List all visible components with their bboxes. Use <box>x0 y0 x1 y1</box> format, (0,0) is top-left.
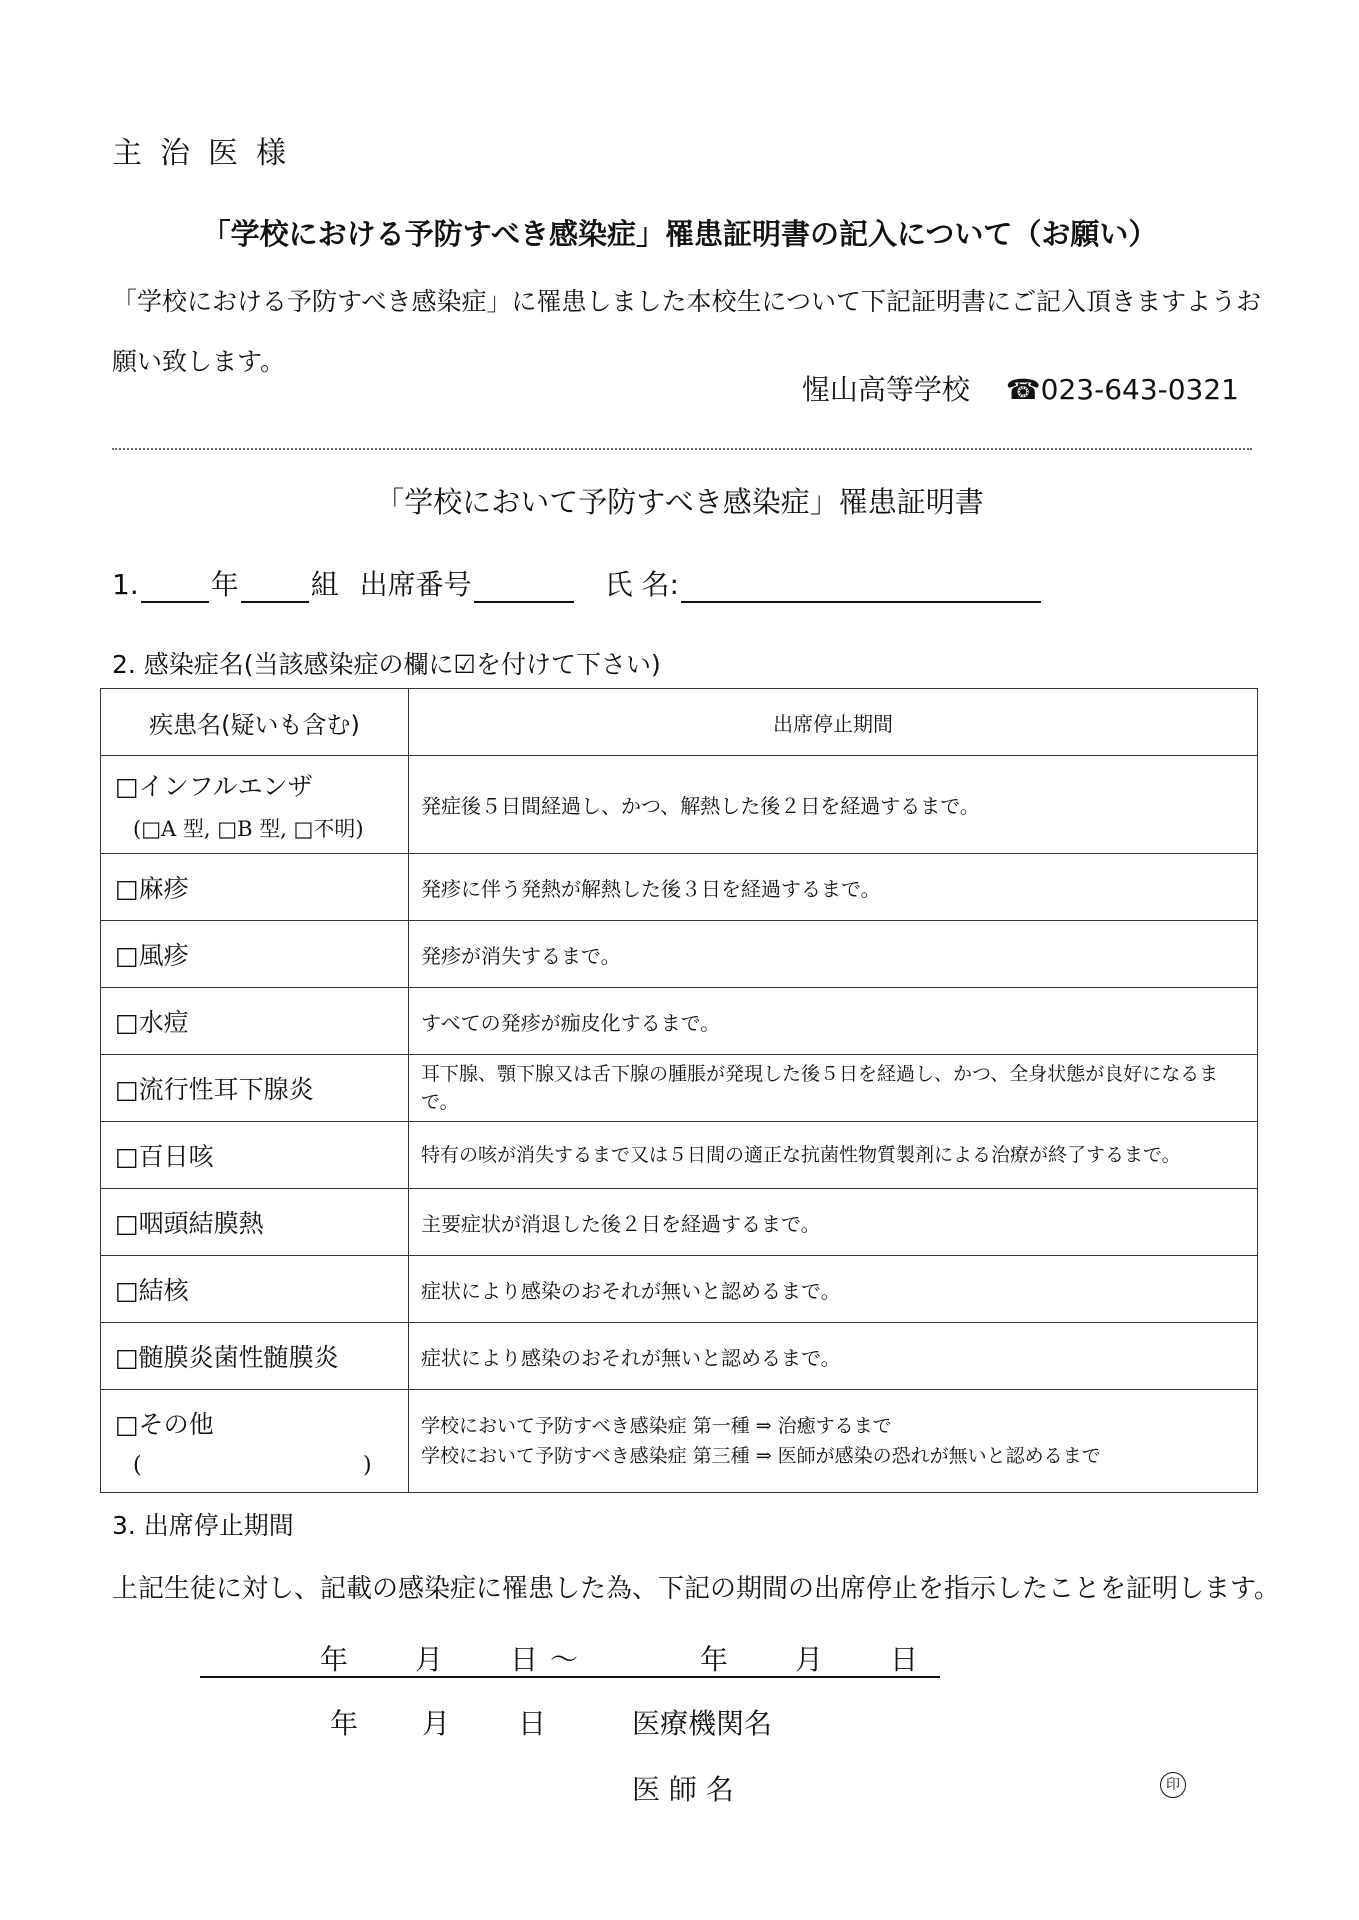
period-line: 学校において予防すべき感染症 第三種 ⇒ 医師が感染の恐れが無いと認めるまで <box>421 1445 1101 1467</box>
table-row <box>101 921 1258 988</box>
checkbox[interactable]: □ <box>115 1008 139 1037</box>
class-label: 組 <box>310 568 339 601</box>
student-info-line <box>112 563 1043 603</box>
disease-cell <box>101 988 409 1055</box>
addressee: 主治医様 <box>112 136 304 171</box>
school-name: 惺山高等学校 <box>801 373 970 406</box>
checkbox[interactable]: □ <box>115 1343 139 1372</box>
section-3-heading: 3. 出席停止期間 <box>112 1511 294 1540</box>
suspension-period-range[interactable] <box>200 1638 940 1678</box>
disease-cell <box>101 1256 409 1323</box>
request-body: 「学校における予防すべき感染症」に罹患しました本校生について下記証明書にご記入頂きますようお願い致します。 <box>112 287 1262 376</box>
start-month-label: 月 <box>415 1643 444 1676</box>
issue-day-label: 日 <box>518 1707 547 1740</box>
section-2-heading: 2. 感染症名(当該感染症の欄に☑を付けて下さい) <box>112 650 661 679</box>
period-cell: 症状により感染のおそれが無いと認めるまで。 <box>409 1256 1258 1323</box>
disease-name: 髄膜炎菌性髄膜炎 <box>138 1343 339 1372</box>
checkbox[interactable]: □ <box>115 874 139 903</box>
checkbox[interactable]: □ <box>115 941 139 970</box>
certificate-title: 「学校において予防すべき感染症」罹患証明書 <box>375 485 984 519</box>
disease-table <box>100 688 1258 1493</box>
disease-name: 咽頭結膜熱 <box>138 1209 264 1238</box>
disease-name: 百日咳 <box>138 1142 214 1171</box>
start-day-label: 日 <box>510 1643 539 1676</box>
issue-month-label: 月 <box>422 1707 451 1740</box>
attendance-no-label: 出席番号 <box>359 568 472 601</box>
checkbox[interactable]: □ <box>115 1075 139 1104</box>
end-year-label: 年 <box>700 1643 729 1676</box>
period-cell: 主要症状が消退した後２日を経過するまで。 <box>409 1189 1258 1256</box>
phone-icon: ☎ <box>1005 373 1041 406</box>
disease-cell <box>101 1122 409 1189</box>
period-cell: 発疹に伴う発熱が解熱した後３日を経過するまで。 <box>409 854 1258 921</box>
year-label: 年 <box>210 568 239 601</box>
item-number: 1. <box>112 568 139 601</box>
table-row <box>101 1122 1258 1189</box>
disease-cell <box>101 854 409 921</box>
table-row <box>101 756 1258 854</box>
period-cell: 発症後５日間経過し、かつ、解熱した後２日を経過するまで。 <box>409 756 1258 854</box>
range-tilde: ～ <box>550 1643 579 1676</box>
table-row <box>101 1189 1258 1256</box>
disease-cell <box>101 1323 409 1390</box>
table-row <box>101 988 1258 1055</box>
end-month-label: 月 <box>795 1643 824 1676</box>
disease-cell <box>101 756 409 854</box>
certification-statement: 上記生徒に対し、記載の感染症に罹患した為、下記の期間の出席停止を指示したことを証明します。 <box>112 1574 1280 1604</box>
name-label: 氏 名: <box>604 568 679 601</box>
request-title: 「学校における予防すべき感染症」罹患証明書の記入について（お願い） <box>201 217 1158 251</box>
table-row <box>101 1055 1258 1122</box>
end-day-label: 日 <box>890 1643 919 1676</box>
disease-name: 流行性耳下腺炎 <box>138 1075 314 1104</box>
checkbox[interactable]: □ <box>115 1142 139 1171</box>
disease-cell <box>101 921 409 988</box>
period-cell: 耳下腺、顎下腺又は舌下腺の腫脹が発現した後５日を経過し、かつ、全身状態が良好になるまで。 <box>409 1055 1258 1122</box>
cut-line-divider <box>112 448 1252 450</box>
class-blank[interactable] <box>241 573 309 603</box>
table-row <box>101 1323 1258 1390</box>
period-header: 出席停止期間 <box>409 689 1258 756</box>
period-cell: すべての発疹が痂皮化するまで。 <box>409 988 1258 1055</box>
disease-name: 風疹 <box>138 941 189 970</box>
issue-year-label: 年 <box>330 1707 359 1740</box>
disease-cell <box>101 1055 409 1122</box>
disease-name: 麻疹 <box>138 874 189 903</box>
checkbox[interactable]: □ <box>115 1276 139 1305</box>
disease-name: その他 <box>138 1409 214 1439</box>
checkbox[interactable]: □ <box>115 1209 139 1238</box>
table-row <box>101 854 1258 921</box>
checkbox[interactable]: □ <box>115 771 139 801</box>
seal-mark: 印 <box>1160 1772 1186 1798</box>
disease-header: 疾患名(疑いも含む) <box>101 689 409 756</box>
period-cell <box>409 1390 1258 1493</box>
influenza-type-options[interactable]: (□A 型, □B 型, □不明) <box>133 816 364 841</box>
school-contact <box>802 368 1239 408</box>
institution-label: 医療機関名 <box>632 1707 773 1740</box>
name-blank[interactable] <box>681 573 1041 603</box>
doctor-name-label: 医 師 名 <box>632 1773 734 1806</box>
disease-name: 結核 <box>138 1276 189 1305</box>
table-row <box>101 1390 1258 1493</box>
period-cell: 特有の咳が消失するまで又は５日間の適正な抗菌性物質製剤による治療が終了するまで。 <box>409 1122 1258 1189</box>
disease-name: 水痘 <box>138 1008 189 1037</box>
table-header-row <box>101 689 1258 756</box>
year-blank[interactable] <box>141 573 209 603</box>
attendance-no-blank[interactable] <box>474 573 574 603</box>
disease-name: インフルエンザ <box>138 771 313 801</box>
other-disease-field[interactable]: ( ) <box>133 1452 372 1478</box>
phone-number: 023-643-0321 <box>1040 373 1239 406</box>
period-line: 学校において予防すべき感染症 第一種 ⇒ 治癒するまで <box>421 1415 892 1437</box>
disease-cell <box>101 1189 409 1256</box>
start-year-label: 年 <box>320 1643 349 1676</box>
table-row <box>101 1256 1258 1323</box>
period-cell: 発疹が消失するまで。 <box>409 921 1258 988</box>
checkbox[interactable]: □ <box>115 1409 139 1439</box>
period-cell: 症状により感染のおそれが無いと認めるまで。 <box>409 1323 1258 1390</box>
disease-cell <box>101 1390 409 1493</box>
